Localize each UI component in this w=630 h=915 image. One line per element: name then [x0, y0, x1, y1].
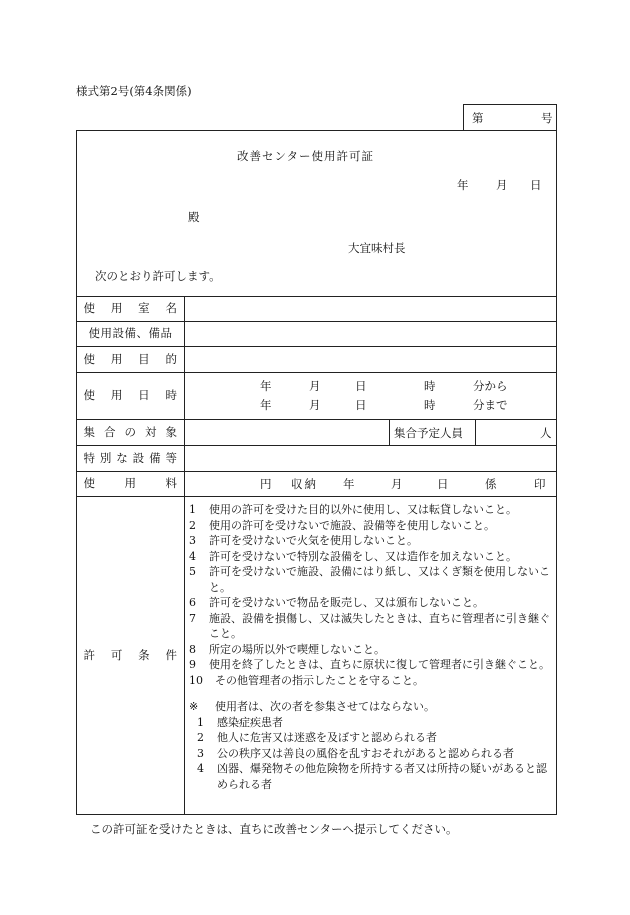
permit-number-box — [463, 104, 557, 130]
number-prefix: 第 — [472, 111, 484, 125]
permit-form: 改善センター使用許可証 年 月 日 殿 大宜味村長 次のとおり許可します。 使 用 室 名 使用設備、備品 使 用 目 的 使 用 日 時 集 合 の 対 象 特 別 な 設 備 等 使 用 料 許 可 条 件 年 月 日 時 分から 年 月 日 時 分まで 集合予定人員 人 円 収納 年 月 日 係 印 1 使用の許可を受けた目的以外に使用し、又は転貸しないこと。 2 使用の許可を受けないで施設、設備等を使用しないこと。 3 許可を受けないで火気を使用しないこと。 4 許可を受けないで特別な設備をし、又は造作を加えないこと。 5 許可を受けないで施設、設備にはり紙し、又はくぎ類を使用しないこと。 6 許可を受けないで物品を販売し、又は頒布しないこと。 7 施設、設備を損傷し、又は滅失したときは、直ちに管理者に引き継ぐこと。 8 所定の場所以外で喫煙しないこと。 9 使用を終了したときは、直ちに原状に復して管理者に引き継ぐこと。 10 その他管理者の指示したことを守ること。 ※ 使用者は、次の者を参集させてはならない。 1 感染症疾患者 2 他人に危害又は迷惑を及ぼすと認められる者 3 公の秩序又は善良の風俗を乱すおそれがあると認められる者 4 凶器、爆発物その他危険物を所持する者又は所持の疑いがあると認められる者 — [76, 130, 557, 815]
form-title: 改善センター使用許可証 — [237, 149, 375, 163]
number-suffix: 号 — [541, 111, 553, 125]
condition-item: 1 使用の許可を受けた目的以外に使用し、又は転貸しないこと。 — [189, 503, 517, 516]
row-label-target: 集 合 の 対 象 — [83, 424, 178, 439]
condition-item: 6 許可を受けないで物品を販売し、又は頒布しないこと。 — [189, 596, 484, 609]
attendees-unit: 人 — [540, 426, 552, 440]
footer-notice: この許可証を受けたときは、直ちに改善センターへ提示してください。 — [90, 822, 458, 836]
form-label: 様式第2号(第4条関係) — [76, 84, 192, 98]
row-label-purpose: 使 用 目 的 — [83, 351, 178, 366]
conditions-list — [184, 502, 557, 792]
row-label-special: 特 別 な 設 備 等 — [83, 450, 178, 465]
row-label-room: 使 用 室 名 — [83, 301, 178, 316]
condition-item: 2 使用の許可を受けないで施設、設備等を使用しないこと。 — [189, 518, 495, 532]
note-heading: ※ 使用者は、次の者を参集させてはならない。 — [189, 700, 435, 713]
issuer-name: 大宜味村長 — [348, 241, 406, 255]
note-item: 2 他人に危害又は迷惑を及ぼすと認められる者 — [197, 731, 437, 744]
row-label-fee: 使 用 料 — [83, 476, 178, 491]
row-label-datetime: 使 用 日 時 — [83, 388, 178, 403]
condition-item: 7 施設、設備を損傷し、又は滅失したときは、直ちに管理者に引き継ぐこと。 — [189, 611, 550, 640]
condition-item: 5 許可を受けないで施設、設備にはり紙し、又はくぎ類を使用しないこと。 — [189, 565, 550, 594]
intro-text: 次のとおり許可します。 — [95, 269, 221, 283]
condition-item: 9 使用を終了したときは、直ちに原状に復して管理者に引き継ぐこと。 — [189, 658, 550, 671]
condition-item: 10 その他管理者の指示したことを守ること。 — [189, 673, 424, 687]
attendees-label: 集合予定人員 — [394, 426, 463, 440]
note-item: 1 感染症疾患者 — [197, 715, 283, 729]
note-item: 4 凶器、爆発物その他危険物を所持する者又は所持の疑いがあると認められる者 — [197, 762, 547, 791]
addressee-suffix: 殿 — [188, 210, 200, 224]
note-item: 3 公の秩序又は善良の風俗を乱すおそれがあると認められる者 — [197, 746, 514, 760]
row-label-conditions: 許 可 条 件 — [83, 648, 178, 663]
issue-date-day: 日 — [530, 178, 542, 192]
issue-date-year: 年 — [457, 178, 469, 192]
condition-item: 8 所定の場所以外で喫煙しないこと。 — [189, 642, 385, 656]
condition-item: 4 許可を受けないで特別な設備をし、又は造作を加えないこと。 — [189, 549, 517, 563]
row-label-equipment: 使用設備、備品 — [88, 326, 173, 341]
condition-item: 3 許可を受けないで火気を使用しないこと。 — [189, 534, 418, 547]
issue-date-month: 月 — [496, 178, 508, 192]
